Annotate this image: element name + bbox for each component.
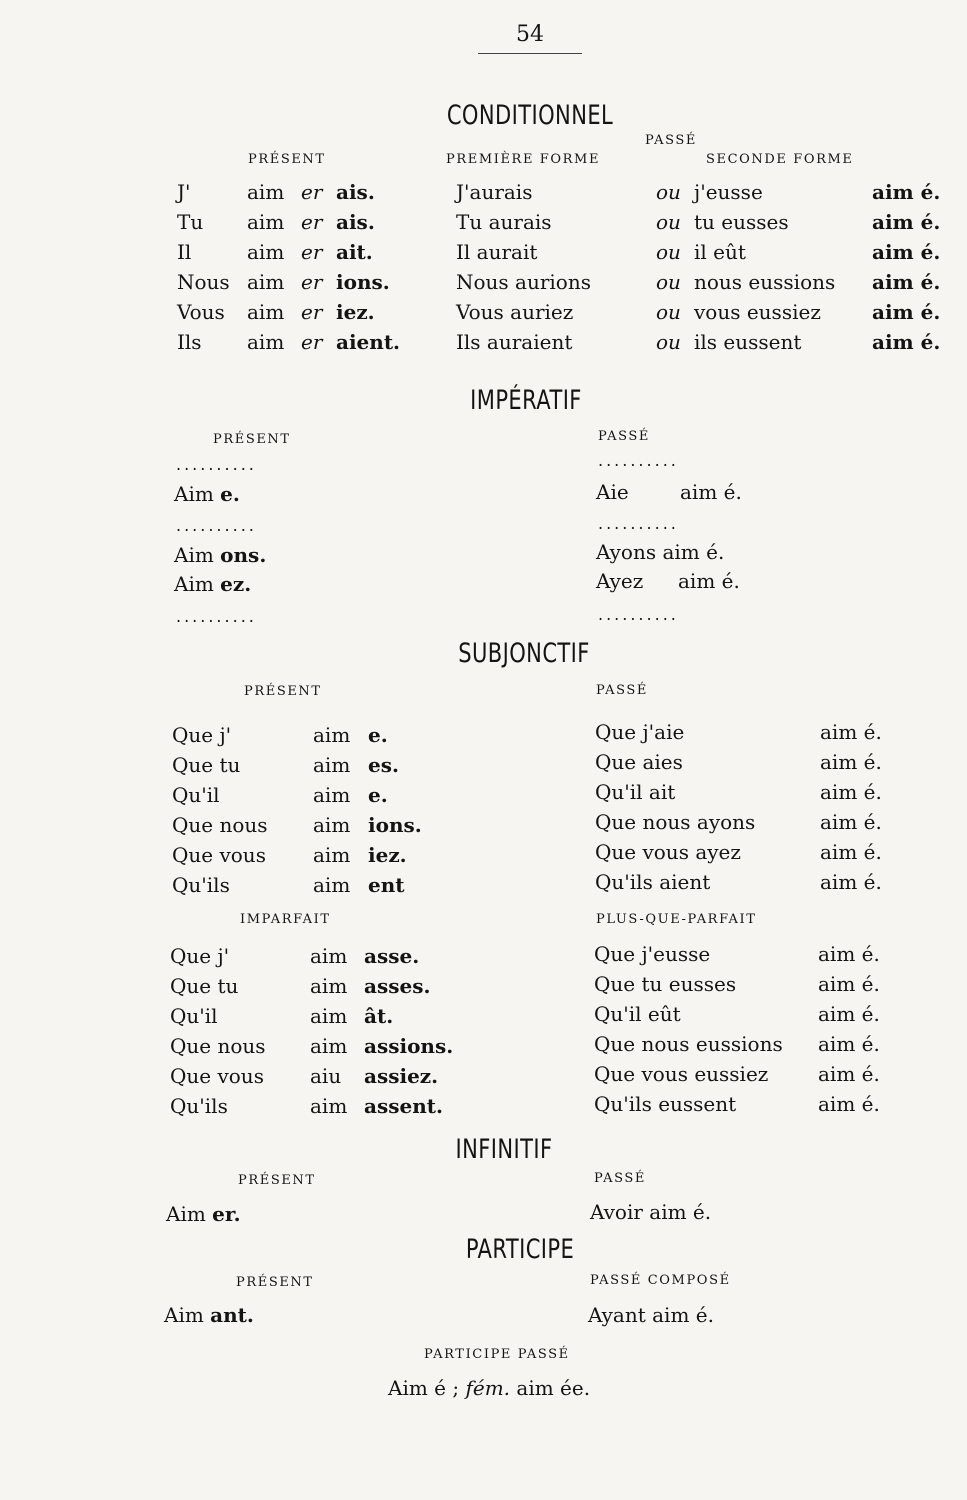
stem: aim — [310, 944, 348, 968]
pronoun: Qu'il — [170, 1004, 218, 1028]
passe-seconde: tu eusses — [694, 210, 789, 234]
pronoun: Que tu — [170, 974, 239, 998]
ending: asse. — [364, 944, 420, 968]
past-participle: aim é. — [820, 750, 882, 774]
stem: aim — [313, 843, 351, 867]
participe-passe-forms — [388, 1376, 590, 1400]
participe-heading: PARTICIPE — [465, 1234, 575, 1265]
stem: Aim — [174, 572, 214, 596]
feminine-label: fém. — [465, 1376, 511, 1400]
passe-premiere: Nous aurions — [456, 270, 591, 294]
ou-conjunction: ou — [656, 330, 681, 354]
auxiliary: Qu'il eût — [594, 1002, 681, 1026]
ending: ait. — [336, 240, 373, 264]
ending: assiez. — [364, 1064, 439, 1088]
ending: ât. — [364, 1004, 394, 1028]
pronoun: Qu'il — [172, 783, 220, 807]
ou-conjunction: ou — [656, 300, 681, 324]
infix: er — [301, 180, 323, 204]
past-participle: aim é. — [820, 810, 882, 834]
past-participle: aim é. — [820, 780, 882, 804]
ending: er. — [212, 1202, 241, 1226]
conditionnel-seconde-label: SECONDE FORME — [706, 152, 854, 167]
stem: aiu — [310, 1064, 342, 1088]
subjonctif-imparfait-label: IMPARFAIT — [240, 912, 331, 927]
ending: e. — [368, 783, 388, 807]
pronoun: Ils — [177, 330, 202, 354]
past-participle: aim é. — [872, 330, 941, 354]
stem: aim — [310, 1034, 348, 1058]
ending: e. — [368, 723, 388, 747]
past-participle: aim é. — [820, 870, 882, 894]
conditionnel-present-label: PRÉSENT — [248, 152, 326, 167]
auxiliary: Qu'ils eussent — [594, 1092, 737, 1116]
past-participle: aim é. — [820, 840, 882, 864]
imperatif-present-label: PRÉSENT — [213, 432, 291, 447]
ending: aient. — [336, 330, 401, 354]
infinitif-passe-label: PASSÉ — [594, 1171, 647, 1186]
stem: Aim — [174, 482, 214, 506]
pronoun: Que nous — [172, 813, 268, 837]
passe-seconde: ils eussent — [694, 330, 802, 354]
subjonctif-heading: SUBJONCTIF — [458, 638, 590, 669]
participe-passe-compose: Ayant aim é. — [588, 1303, 714, 1327]
imperatif-present-row — [174, 543, 266, 567]
ellipsis-row: .......... — [176, 455, 257, 474]
pronoun: Que j' — [172, 723, 232, 747]
ou-conjunction: ou — [656, 180, 681, 204]
infix: er — [301, 210, 323, 234]
past-participle: aim é. — [678, 569, 740, 593]
stem: aim — [310, 974, 348, 998]
auxiliary: Ayons — [596, 540, 657, 564]
past-participle: aim é. — [818, 1092, 880, 1116]
auxiliary: Que tu eusses — [594, 972, 737, 996]
ellipsis-row: .......... — [176, 516, 257, 535]
passe-seconde: nous eussions — [694, 270, 836, 294]
ending: ez. — [220, 572, 252, 596]
past-participle: aim é. — [818, 1032, 880, 1056]
passe-premiere: Tu aurais — [456, 210, 552, 234]
subjonctif-present-label: PRÉSENT — [244, 684, 322, 699]
ou-conjunction: ou — [656, 270, 681, 294]
passe-seconde: vous eussiez — [694, 300, 821, 324]
infinitif-present — [166, 1202, 241, 1226]
infinitif-present-label: PRÉSENT — [238, 1173, 316, 1188]
pronoun: Que j' — [170, 944, 230, 968]
stem: Aim — [166, 1202, 206, 1226]
ending: assions. — [364, 1034, 454, 1058]
stem: aim — [313, 873, 351, 897]
stem: aim — [313, 753, 351, 777]
stem: aim — [247, 240, 285, 264]
infix: er — [301, 270, 323, 294]
conditionnel-passe-label: PASSÉ — [645, 133, 698, 148]
ending: ais. — [336, 180, 375, 204]
past-participle: aim é. — [662, 540, 725, 564]
past-participle: aim é. — [820, 720, 882, 744]
conditionnel-heading: CONDITIONNEL — [446, 100, 614, 131]
pronoun: Nous — [177, 270, 230, 294]
auxiliary: Qu'ils aient — [595, 870, 711, 894]
stem: aim — [310, 1094, 348, 1118]
passe-seconde: j'eusse — [694, 180, 763, 204]
conditionnel-premiere-label: PREMIÈRE FORME — [446, 152, 601, 167]
masculine-form: Aim é — [388, 1376, 446, 1400]
auxiliary: Qu'il ait — [595, 780, 676, 804]
stem: Aim — [164, 1303, 204, 1327]
auxiliary: Que j'eusse — [594, 942, 711, 966]
pronoun: Il — [177, 240, 192, 264]
infix: er — [301, 240, 323, 264]
passe-premiere: J'aurais — [456, 180, 533, 204]
ending: ions. — [368, 813, 422, 837]
auxiliary: Ayez — [596, 569, 644, 593]
separator: ; — [452, 1376, 460, 1400]
imperatif-passe-row — [596, 569, 740, 593]
pronoun: Que vous — [170, 1064, 264, 1088]
imperatif-passe-label: PASSÉ — [598, 429, 651, 444]
subjonctif-passe-label: PASSÉ — [596, 683, 649, 698]
imperatif-present-row — [174, 572, 251, 596]
feminine-form: aim ée. — [516, 1376, 591, 1400]
past-participle: aim é. — [818, 942, 880, 966]
pronoun: Que tu — [172, 753, 241, 777]
stem: aim — [310, 1004, 348, 1028]
ending: e. — [220, 482, 240, 506]
infinitif-heading: INFINITIF — [455, 1134, 553, 1165]
past-participle: aim é. — [872, 300, 941, 324]
past-participle: aim é. — [872, 240, 941, 264]
auxiliary: Que aies — [595, 750, 683, 774]
auxiliary: Que nous ayons — [595, 810, 756, 834]
participe-passe-compose-label: PASSÉ COMPOSÉ — [590, 1273, 731, 1288]
pronoun: Qu'ils — [172, 873, 230, 897]
participe-present-label: PRÉSENT — [236, 1275, 314, 1290]
infix: er — [301, 300, 323, 324]
stem: aim — [247, 300, 285, 324]
imperatif-present-row — [174, 482, 240, 506]
pronoun: Que vous — [172, 843, 266, 867]
stem: aim — [247, 180, 285, 204]
passe-premiere: Vous auriez — [456, 300, 574, 324]
ou-conjunction: ou — [656, 240, 681, 264]
subjonctif-pqp-label: PLUS-QUE-PARFAIT — [596, 912, 757, 927]
past-participle: aim é. — [818, 1062, 880, 1086]
auxiliary: Que nous eussions — [594, 1032, 783, 1056]
imperatif-passe-row — [596, 480, 742, 504]
participe-present — [164, 1303, 254, 1327]
ending: ent — [368, 873, 405, 897]
pronoun: Vous — [177, 300, 225, 324]
past-participle: aim é. — [818, 1002, 880, 1026]
ou-conjunction: ou — [656, 210, 681, 234]
auxiliary: Que j'aie — [595, 720, 685, 744]
pronoun: Tu — [177, 210, 204, 234]
stem: aim — [313, 813, 351, 837]
ending: asses. — [364, 974, 431, 998]
ending: es. — [368, 753, 399, 777]
participe-passe-label: PARTICIPE PASSÉ — [424, 1347, 570, 1362]
auxiliary: Que vous ayez — [595, 840, 741, 864]
passe-premiere: Ils auraient — [456, 330, 573, 354]
auxiliary: Aie — [596, 480, 629, 504]
stem: aim — [247, 330, 285, 354]
ending: ions. — [336, 270, 390, 294]
ending: assent. — [364, 1094, 443, 1118]
past-participle: aim é. — [872, 180, 941, 204]
ellipsis-row: .......... — [598, 451, 679, 470]
page-number: 54 — [516, 22, 544, 47]
stem: Aim — [174, 543, 214, 567]
pronoun: Que nous — [170, 1034, 266, 1058]
infinitif-passe: Avoir aim é. — [590, 1200, 712, 1224]
infix: er — [301, 330, 323, 354]
ellipsis-row: .......... — [598, 605, 679, 624]
past-participle: aim é. — [872, 270, 941, 294]
page-number-rule — [478, 53, 582, 54]
ellipsis-row: .......... — [598, 514, 679, 533]
ellipsis-row: .......... — [176, 607, 257, 626]
past-participle: aim é. — [680, 480, 742, 504]
stem: aim — [313, 783, 351, 807]
passe-seconde: il eût — [694, 240, 746, 264]
stem: aim — [313, 723, 351, 747]
ending: iez. — [368, 843, 407, 867]
pronoun: J' — [177, 180, 191, 204]
imperatif-passe-row — [596, 540, 724, 564]
past-participle: aim é. — [818, 972, 880, 996]
stem: aim — [247, 210, 285, 234]
imperatif-heading: IMPÉRATIF — [470, 385, 582, 416]
ending: iez. — [336, 300, 375, 324]
auxiliary: Que vous eussiez — [594, 1062, 769, 1086]
pronoun: Qu'ils — [170, 1094, 228, 1118]
passe-premiere: Il aurait — [456, 240, 538, 264]
ending: ant. — [210, 1303, 254, 1327]
ending: ais. — [336, 210, 375, 234]
past-participle: aim é. — [872, 210, 941, 234]
ending: ons. — [220, 543, 267, 567]
stem: aim — [247, 270, 285, 294]
